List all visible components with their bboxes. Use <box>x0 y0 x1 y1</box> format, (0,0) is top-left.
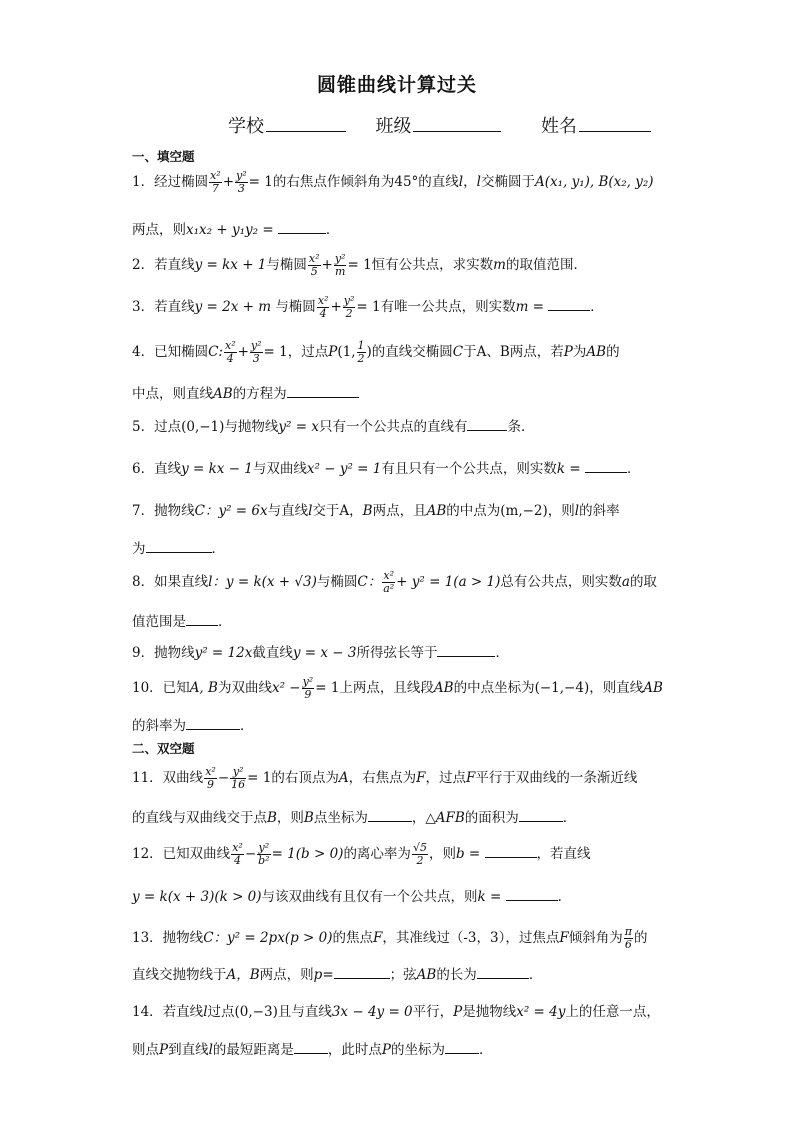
question-7: 7．抛物线C：y² = 6x与直线l交于A，B两点，且AB的中点为(m,−2)，则l的斜率 <box>132 503 620 519</box>
question-12: 12．已知双曲线 $\frac{\text{x²}}{4}$ − $\frac{\text{y²}}{\text{b²}}$ = 1(b > 0)的离心率为 $\frac{√5}{2}$ ，则b = ，若直线 <box>132 841 591 867</box>
question-11: 11．双曲线 $\frac{\text{x²}}{9}$ − $\frac{\text{y²}}{16}$ = 1的右顶点为A，右焦点为F，过点F平行于双曲线的一条渐近线 <box>132 765 638 791</box>
answer-blank-13b[interactable] <box>477 966 529 979</box>
question-14-cont: 则点P到直线l的最短距离是 ，此时点P的坐标为 ． <box>132 1042 493 1058</box>
answer-blank-12a[interactable] <box>485 845 537 858</box>
question-8-cont: 值范围是 ． <box>132 614 232 630</box>
school-label: 学校 <box>228 116 264 137</box>
answer-blank-3[interactable] <box>548 298 590 311</box>
answer-blank-11a[interactable] <box>368 809 412 822</box>
question-6: 6．直线y = kx − 1与双曲线x² − y² = 1有且只有一个公共点，则实数k = ． <box>132 461 641 477</box>
answer-blank-9[interactable] <box>437 644 495 657</box>
question-3: 3．若直线y = 2x + m 与椭圆 $\frac{\text{x²}}{4}$ + $\frac{\text{y²}}{2}$ = 1有唯一公共点，则实数m = ． <box>132 294 604 320</box>
answer-blank-10[interactable] <box>186 717 240 730</box>
answer-blank-12b[interactable] <box>506 888 558 901</box>
question-1-cont: 两点，则x₁x₂ + y₁y₂ = ． <box>132 222 340 238</box>
question-7-cont: 为 ． <box>132 541 225 557</box>
answer-blank-8[interactable] <box>186 613 218 626</box>
question-14: 14．若直线l过点(0,−3)且与直线3x − 4y = 0平行，P是抛物线x² = 4y上的任意一点， <box>132 1004 660 1020</box>
answer-blank-5[interactable] <box>467 418 507 431</box>
question-4-cont: 中点，则直线AB的方程为 <box>132 382 359 402</box>
answer-blank-13a[interactable] <box>334 966 390 979</box>
section-heading-fill-in: 一、填空题 <box>132 149 195 164</box>
question-12-cont: y = k(x + 3)(k > 0)与该双曲线有且仅有一个公共点，则k = ． <box>132 889 572 905</box>
section-heading-double-blank: 二、双空题 <box>132 741 195 756</box>
question-4: 4．已知椭圆C: $\frac{\text{x²}}{4}$ + $\frac{\text{y²}}{3}$ = 1，过点P(1, $\frac{1}{2}$ )的直线交椭圆C于A、B两点，若P为AB的 <box>132 339 620 365</box>
answer-blank-7[interactable] <box>146 540 212 553</box>
page-title: 圆锥曲线计算过关 <box>316 74 477 96</box>
answer-blank-14a[interactable] <box>294 1041 328 1054</box>
question-9: 9．抛物线y² = 12x截直线y = x − 3所得弦长等于 ． <box>132 645 509 661</box>
school-blank[interactable] <box>266 113 346 132</box>
answer-blank-11b[interactable] <box>519 809 563 822</box>
question-2: 2．若直线y = kx + 1与椭圆 $\frac{\text{x²}}{5}$ + $\frac{\text{y²}}{m}$ = 1恒有公共点，求实数m的取值范围． <box>132 252 587 278</box>
class-label: 班级 <box>375 116 412 137</box>
student-info-row <box>228 112 651 138</box>
answer-blank-6[interactable] <box>585 460 627 473</box>
question-13-cont: 直线交抛物线于A，B两点，则p= ；弦AB的长为 ． <box>132 967 543 983</box>
class-blank[interactable] <box>413 113 501 132</box>
question-13: 13．抛物线C：y² = 2px(p > 0)的焦点F，其准线过（-3，3），过焦点F倾斜角为 $\frac{\pi}{6}$ 的 <box>132 925 648 951</box>
question-5: 5．过点(0,−1)与抛物线y² = x只有一个公共点的直线有 条． <box>132 419 535 435</box>
name-label: 姓名 <box>540 116 577 137</box>
answer-blank-1[interactable] <box>278 221 326 234</box>
answer-blank-14b[interactable] <box>445 1041 479 1054</box>
question-11-cont: 的直线与双曲线交于点B，则B点坐标为 ，△AFB的面积为 ． <box>132 810 577 826</box>
question-10: 10．已知A, B为双曲线x² − $\frac{\text{y²}}{9}$ = 1上两点，且线段AB的中点坐标为(−1,−4)，则直线AB <box>132 675 663 701</box>
answer-blank-4[interactable] <box>287 385 359 398</box>
question-8: 8．如果直线l：y = k(x + √3)与椭圆C： $\frac{\text{x²}}{\text{a²}}$ + y² = 1(a > 1)总有公共点，则实数a的取 <box>132 569 657 595</box>
question-1: 1．经过椭圆 $\frac{\text{x²}}{7}$ + $\frac{\text{y²}}{3}$ = 1的右焦点作倾斜角为45°的直线l，l交椭圆于A(x₁, y₁), B(x₂, y₂) <box>132 169 654 195</box>
question-10-cont: 的斜率为 ． <box>132 718 254 734</box>
name-blank[interactable] <box>579 113 651 132</box>
